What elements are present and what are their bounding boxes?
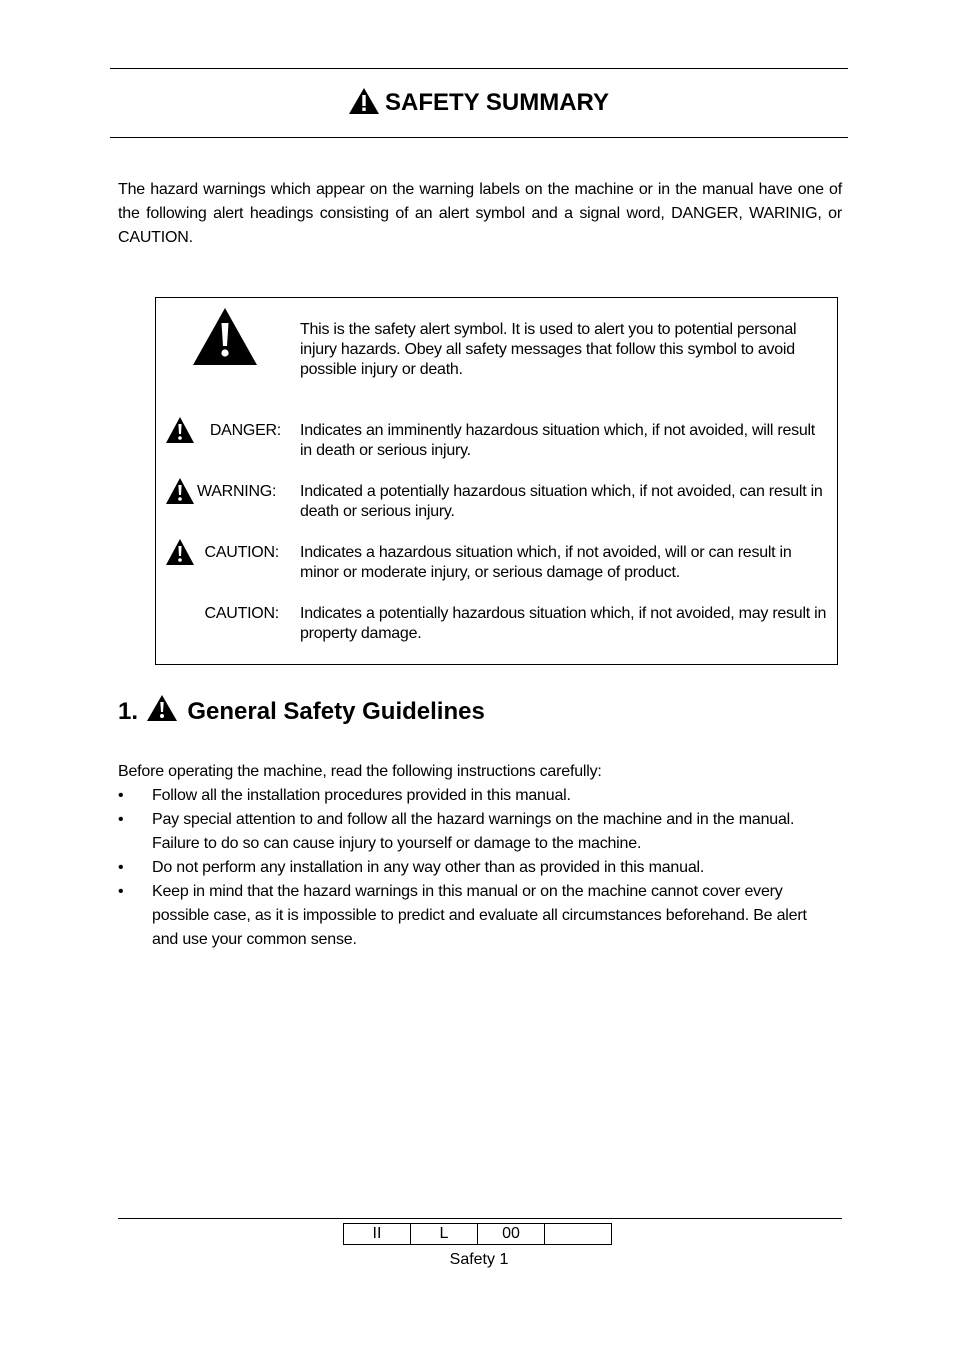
warning-triangle-icon xyxy=(349,88,379,114)
footer-cell: 00 xyxy=(478,1224,545,1245)
footer-rule xyxy=(118,1218,842,1219)
page-title-text: SAFETY SUMMARY xyxy=(384,89,609,116)
warning-description: Indicated a potentially hazardous situation which, if not avoided, can result in death or serious injury. xyxy=(300,483,823,520)
footer-cell: L xyxy=(411,1224,478,1245)
page-number-label: Safety 1 xyxy=(449,1251,509,1268)
footer-revision-table xyxy=(343,1223,612,1245)
guidelines-intro: Before operating the machine, read the following instructions carefully: xyxy=(118,763,602,780)
warning-label-text: WARNING: xyxy=(197,483,277,500)
warning-triangle-icon xyxy=(166,478,194,504)
intro-paragraph: The hazard warnings which appear on the warning labels on the machine or in the manual have one of the following alert headings consisting of an alert symbol and a signal word, DANGER, WARINIG, or CAUTION. xyxy=(118,181,842,246)
list-item-text: Follow all the installation procedures provided in this manual. xyxy=(152,787,571,804)
header-bottom-rule xyxy=(110,137,848,138)
guidelines-list xyxy=(118,784,834,952)
list-item xyxy=(118,784,834,808)
caution-property-description: Indicates a potentially hazardous situation which, if not avoided, may result in property damage. xyxy=(300,605,827,642)
caution-label xyxy=(166,543,279,563)
list-item xyxy=(118,808,834,856)
footer-cell: II xyxy=(344,1224,411,1245)
safety-alert-symbol-icon xyxy=(193,308,257,365)
warning-triangle-icon xyxy=(147,695,177,721)
list-item xyxy=(118,880,834,952)
bullet: • xyxy=(118,787,124,804)
section-title: General Safety Guidelines xyxy=(187,698,485,725)
bullet: • xyxy=(118,859,124,876)
caution-description: Indicates a hazardous situation which, if not avoided, will or can result in minor or moderate injury, or serious damage of product. xyxy=(300,544,792,581)
safety-alert-symbol-description: This is the safety alert symbol. It is used to alert you to potential personal injury hazards. Obey all safety messages that follow this symbol to avoid possible injury or death. xyxy=(300,321,797,378)
footer-cell xyxy=(545,1224,612,1245)
page-title xyxy=(110,86,848,120)
danger-description: Indicates an imminently hazardous situation which, if not avoided, will result in death or serious injury. xyxy=(300,422,815,459)
danger-label xyxy=(166,421,281,441)
warning-label xyxy=(166,482,281,502)
alert-headings-box xyxy=(155,297,838,665)
list-item xyxy=(118,856,834,880)
warning-triangle-icon xyxy=(166,539,194,565)
list-item-text: Pay special attention to and follow all the hazard warnings on the machine and in the manual. Failure to do so can cause injury to yourself or damage to the machine. xyxy=(152,811,795,852)
bullet: • xyxy=(118,811,124,828)
section-number: 1. xyxy=(118,698,139,725)
caution-property-label-text: CAUTION: xyxy=(204,605,279,622)
caution-label-text: CAUTION: xyxy=(204,544,279,561)
list-item-text: Keep in mind that the hazard warnings in this manual or on the machine cannot cover every possible case, as it is impossible to predict and evaluate all circumstances beforehand. Be alert and use your common sense. xyxy=(152,883,807,948)
caution-property-label xyxy=(166,604,279,624)
bullet: • xyxy=(118,883,124,900)
danger-label-text: DANGER: xyxy=(209,422,281,439)
section-heading xyxy=(118,696,485,728)
warning-triangle-icon xyxy=(166,417,194,443)
list-item-text: Do not perform any installation in any way other than as provided in this manual. xyxy=(152,859,705,876)
header-top-rule xyxy=(110,68,848,69)
